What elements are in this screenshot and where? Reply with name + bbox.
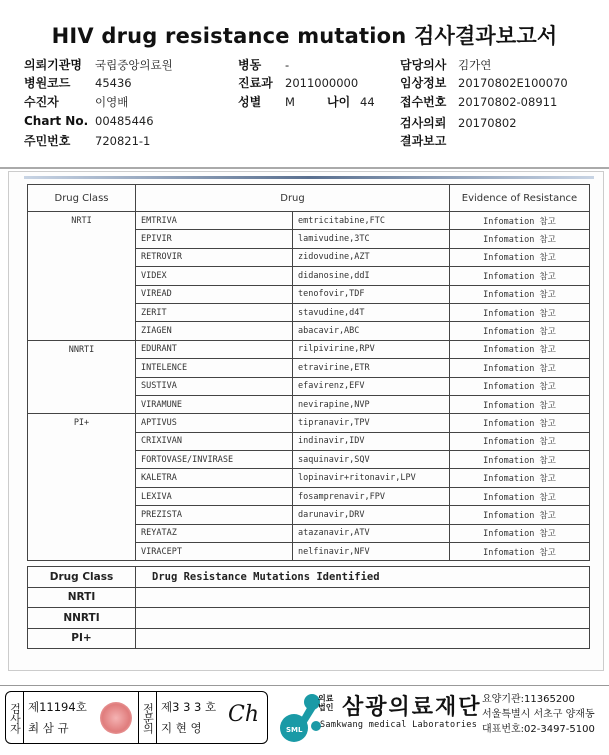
info-field	[400, 56, 491, 73]
info-label: 담당의사	[400, 58, 447, 72]
table-row	[28, 587, 590, 608]
institution-code: 요양기관:11365200	[482, 694, 575, 705]
mutation-value-cell	[136, 628, 590, 649]
brand-name-cell: VIREAD	[136, 285, 293, 303]
divider	[0, 167, 609, 169]
generic-name-cell: efavirenz,EFV	[293, 377, 450, 395]
info-label: 수진자	[24, 95, 59, 109]
generic-name-cell: nelfinavir,NFV	[293, 543, 450, 561]
table-row	[28, 414, 590, 432]
signature-icon: Ch	[227, 702, 259, 727]
info-label: 진료과	[238, 76, 273, 90]
generic-name-cell: fosamprenavir,FPV	[293, 487, 450, 505]
mutation-class-cell: PI+	[28, 628, 136, 649]
info-field	[400, 74, 568, 91]
evidence-cell: Infomation 참고	[450, 230, 590, 248]
brand-name-cell: VIDEX	[136, 267, 293, 285]
table-row	[28, 340, 590, 358]
info-field	[400, 132, 458, 149]
seal-stamp-icon	[100, 702, 132, 734]
brand-name-cell: PREZISTA	[136, 506, 293, 524]
info-value: 김가연	[458, 58, 492, 72]
info-field	[24, 56, 173, 73]
evidence-cell: Infomation 참고	[450, 303, 590, 321]
evidence-cell: Infomation 참고	[450, 487, 590, 505]
info-label: 임상정보	[400, 76, 447, 90]
table-row	[28, 608, 590, 629]
info-label: 나이	[327, 95, 351, 109]
evidence-cell: Infomation 참고	[450, 267, 590, 285]
info-label: 병동	[238, 58, 262, 72]
brand-name-cell: INTELENCE	[136, 359, 293, 377]
evidence-cell: Infomation 참고	[450, 414, 590, 432]
scan-top-bar	[24, 176, 594, 179]
evidence-cell: Infomation 참고	[450, 359, 590, 377]
mutation-class-cell: NNRTI	[28, 608, 136, 629]
header-drug-class: Drug Class	[28, 185, 136, 212]
mutation-class-cell: NRTI	[28, 587, 136, 608]
generic-name-cell: indinavir,IDV	[293, 432, 450, 450]
generic-name-cell: etravirine,ETR	[293, 359, 450, 377]
brand-english: Samkwang medical Laboratories	[320, 720, 478, 730]
generic-name-cell: atazanavir,ATV	[293, 524, 450, 542]
info-value: 45436	[95, 76, 132, 90]
brand-name-cell: RETROVIR	[136, 248, 293, 266]
evidence-cell: Infomation 참고	[450, 469, 590, 487]
header-drug: Drug	[136, 185, 450, 212]
drug-class-cell: NNRTI	[28, 340, 136, 414]
evidence-cell: Infomation 참고	[450, 432, 590, 450]
brand-name-cell: EPIVIR	[136, 230, 293, 248]
examiner-label: 검사자	[6, 692, 24, 743]
info-value: 44	[360, 95, 375, 109]
info-field	[24, 132, 150, 149]
brand-name-cell: EMTRIVA	[136, 212, 293, 230]
evidence-cell: Infomation 참고	[450, 451, 590, 469]
info-value: 20170802-08911	[458, 95, 558, 109]
header-evidence: Evidence of Resistance	[450, 185, 590, 212]
svg-text:SML: SML	[286, 726, 303, 734]
info-value: 720821-1	[95, 134, 151, 148]
evidence-cell: Infomation 참고	[450, 395, 590, 413]
info-label: 접수번호	[400, 95, 447, 109]
brand-name-cell: VIRACEPT	[136, 543, 293, 561]
info-field	[24, 74, 132, 91]
mutation-value-cell	[136, 587, 590, 608]
brand-name-cell: CRIXIVAN	[136, 432, 293, 450]
generic-name-cell: tipranavir,TPV	[293, 414, 450, 432]
generic-name-cell: didanosine,ddI	[293, 267, 450, 285]
evidence-cell: Infomation 참고	[450, 524, 590, 542]
info-label: 검사의뢰	[400, 116, 447, 130]
generic-name-cell: zidovudine,AZT	[293, 248, 450, 266]
drug-class-cell: NRTI	[28, 212, 136, 341]
mutations-header-identified: Drug Resistance Mutations Identified	[136, 567, 590, 588]
evidence-cell: Infomation 참고	[450, 248, 590, 266]
report-title: HIV drug resistance mutation 검사결과보고서	[51, 24, 558, 48]
generic-name-cell: rilpivirine,RPV	[293, 340, 450, 358]
table-row	[28, 212, 590, 230]
info-value: 이영배	[95, 95, 129, 109]
specialist-license: 제3 3 3 호	[161, 699, 217, 714]
brand-name-cell: VIRAMUNE	[136, 395, 293, 413]
evidence-cell: Infomation 참고	[450, 506, 590, 524]
info-field	[24, 93, 128, 110]
generic-name-cell: darunavir,DRV	[293, 506, 450, 524]
drug-class-cell: PI+	[28, 414, 136, 561]
info-value: 20170802E100070	[458, 76, 568, 90]
evidence-cell: Infomation 참고	[450, 340, 590, 358]
brand-name-cell: ZIAGEN	[136, 322, 293, 340]
info-value: -	[285, 58, 290, 72]
specialist-label: 전문의	[139, 692, 157, 743]
info-label: Chart No.	[24, 114, 89, 128]
brand-name-cell: ZERIT	[136, 303, 293, 321]
info-field	[400, 93, 557, 110]
mutations-header-class: Drug Class	[28, 567, 136, 588]
info-field	[400, 114, 517, 131]
phone: 대표번호:02-3497-5100	[482, 724, 595, 735]
generic-name-cell: stavudine,d4T	[293, 303, 450, 321]
generic-name-cell: lamivudine,3TC	[293, 230, 450, 248]
info-label: 주민번호	[24, 134, 71, 148]
generic-name-cell: abacavir,ABC	[293, 322, 450, 340]
brand-name-cell: REYATAZ	[136, 524, 293, 542]
generic-name-cell: saquinavir,SQV	[293, 451, 450, 469]
info-value: 20170802	[458, 116, 517, 130]
info-label: 병원코드	[24, 76, 71, 90]
info-value: M	[285, 95, 295, 109]
info-field	[24, 114, 154, 128]
evidence-cell: Infomation 참고	[450, 377, 590, 395]
info-value: 00485446	[95, 114, 154, 128]
examiner-license: 제11194호	[28, 699, 87, 714]
generic-name-cell: tenofovir,TDF	[293, 285, 450, 303]
contact-info	[482, 692, 595, 737]
brand-name: 삼광의료재단	[342, 695, 482, 720]
brand-prefix: 의료 법인	[318, 694, 334, 712]
evidence-cell: Infomation 참고	[450, 212, 590, 230]
signature-box	[5, 691, 268, 744]
mutation-value-cell	[136, 608, 590, 629]
brand-name-cell: KALETRA	[136, 469, 293, 487]
info-value: 국립중앙의료원	[95, 58, 173, 72]
evidence-cell: Infomation 참고	[450, 285, 590, 303]
info-field	[238, 74, 358, 91]
info-field	[238, 93, 295, 110]
specialist-name: 지 현 영	[161, 721, 202, 736]
examiner-name: 최 삼 규	[28, 721, 69, 736]
info-label: 결과보고	[400, 134, 447, 148]
table-row	[28, 628, 590, 649]
info-value: 2011000000	[285, 76, 359, 90]
brand-name-cell: APTIVUS	[136, 414, 293, 432]
address: 서울특별시 서초구 양재동	[482, 709, 595, 720]
mutations-table	[27, 566, 590, 649]
info-field-age	[327, 93, 375, 110]
footer-divider	[0, 685, 609, 686]
generic-name-cell: emtricitabine,FTC	[293, 212, 450, 230]
evidence-cell: Infomation 참고	[450, 322, 590, 340]
brand-name-cell: LEXIVA	[136, 487, 293, 505]
evidence-cell: Infomation 참고	[450, 543, 590, 561]
info-label: 성별	[238, 95, 262, 109]
info-label: 의뢰기관명	[24, 58, 82, 72]
drug-resistance-table	[27, 184, 590, 561]
brand-name-cell: EDURANT	[136, 340, 293, 358]
generic-name-cell: nevirapine,NVP	[293, 395, 450, 413]
brand-name-cell: SUSTIVA	[136, 377, 293, 395]
info-field	[238, 56, 289, 73]
brand-name-cell: FORTOVASE/INVIRASE	[136, 451, 293, 469]
generic-name-cell: lopinavir+ritonavir,LPV	[293, 469, 450, 487]
